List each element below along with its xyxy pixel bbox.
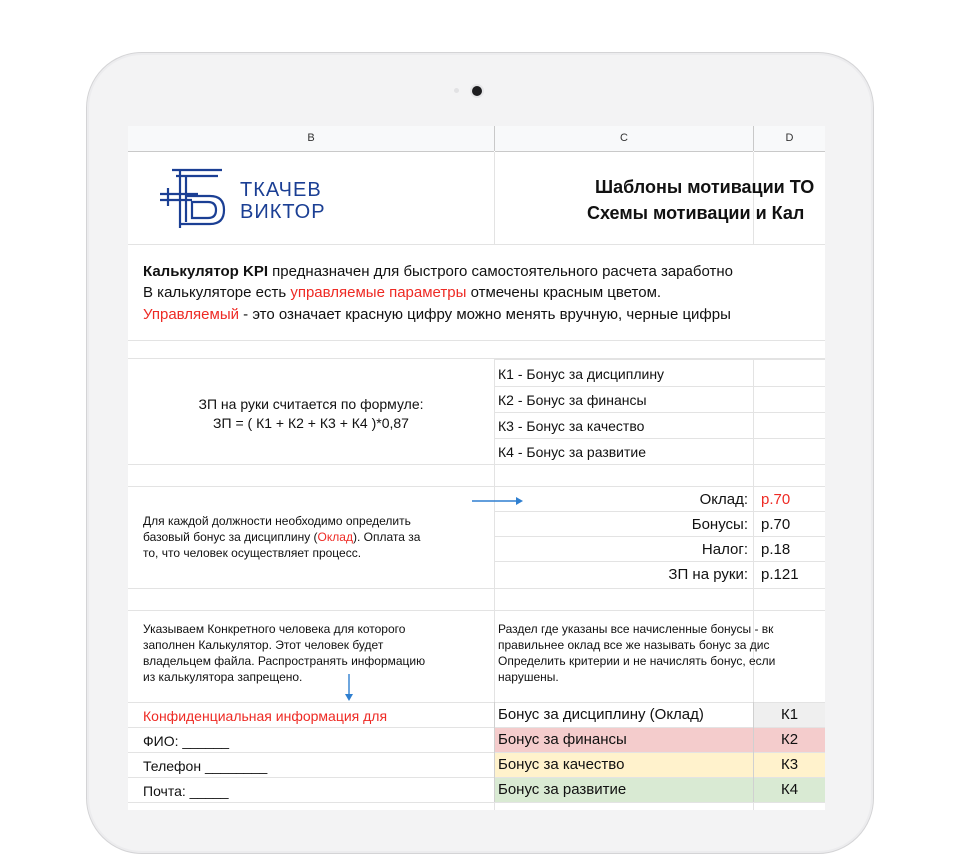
phone-field[interactable]: Телефон ________ (143, 758, 268, 774)
camera-icon (472, 86, 482, 96)
light-sensor (454, 88, 459, 93)
bonus-label: Бонус за дисциплину (Оклад) (498, 706, 704, 723)
bonus-label: Бонус за финансы (498, 731, 627, 748)
bonus-code: К4 (780, 781, 799, 798)
intro-line1-rest: предназначен для быстрого самостоятельного расчета заработно (268, 263, 733, 280)
summary-label: Бонусы: (691, 516, 748, 533)
column-header-d[interactable]: D (754, 126, 825, 152)
discipline-note-line1: Для каждой должности необходимо определить (143, 514, 411, 528)
column-header-b[interactable]: B (128, 126, 494, 152)
intro-line1 (143, 263, 733, 280)
person-note-line: из калькулятора запрещено. (143, 670, 303, 684)
arrow-down-icon (344, 674, 354, 702)
title-line1: Шаблоны мотивации ТО (595, 177, 815, 197)
summary-label: Оклад: (699, 491, 748, 508)
bonus-label: Бонус за качество (498, 756, 625, 773)
bonus-code: К1 (780, 706, 799, 723)
title-line2: Схемы мотивации и Кал (587, 203, 805, 223)
k-list-item: К3 - Бонус за качество (498, 418, 645, 434)
intro-line3-rest: - это означает красную цифру можно менять вручную, черные цифры (238, 306, 731, 323)
intro-bold: Калькулятор KPI (143, 263, 269, 280)
confidential-label: Конфиденциальная информация для (143, 708, 388, 724)
k-list-item: К2 - Бонус за финансы (498, 392, 647, 408)
k-list-item: К1 - Бонус за дисциплину (498, 366, 665, 382)
person-note-line: Указываем Конкретного человека для которого (143, 622, 406, 636)
logo-name-line1: ТКАЧЕВ (240, 179, 322, 201)
logo-name-line2: ВИКТОР (240, 201, 326, 223)
email-field[interactable]: Почта: _____ (143, 783, 229, 799)
intro-line3 (143, 306, 731, 323)
intro-line2 (143, 284, 661, 301)
formula-line1: ЗП на руки считается по формуле: (198, 396, 424, 412)
summary-label: Налог: (701, 541, 748, 558)
intro-line2-b: отмечены красным цветом. (466, 284, 662, 301)
person-note-line: заполнен Калькулятор. Этот человек будет (143, 638, 384, 652)
bonus-code: К3 (780, 756, 799, 773)
column-header-c[interactable]: C (495, 126, 753, 152)
bonus-note-line: Определить критерии и не начислять бонус, если (498, 654, 776, 668)
bonus-note-line: правильнее оклад все же называть бонус за дис (498, 638, 770, 652)
formula-line2: ЗП = ( К1 + К2 + К3 + К4 )*0,87 (213, 415, 409, 431)
summary-value-net: р.121 (761, 566, 799, 583)
summary-value-bonuses: р.70 (761, 516, 791, 533)
summary-value-salary[interactable]: р.70 (761, 491, 791, 508)
person-note-line: владельцем файла. Распространять информацию (143, 654, 426, 668)
bonus-label: Бонус за развитие (498, 781, 627, 798)
bonus-code: К2 (780, 731, 799, 748)
discipline-note-a: базовый бонус за дисциплину ( (143, 530, 318, 544)
discipline-note-line3: то, что человек осуществляет процесс. (143, 546, 362, 560)
bonus-note-line: нарушены. (498, 670, 559, 684)
discipline-note-b: ). Оплата за (352, 530, 421, 544)
intro-line2-red: управляемые параметры (290, 284, 467, 301)
discipline-note-red: Оклад (317, 530, 353, 544)
logo-icon (158, 166, 234, 232)
summary-value-tax: р.18 (761, 541, 791, 558)
intro-line2-a: В калькуляторе есть (143, 284, 291, 301)
discipline-note-line2 (143, 530, 420, 544)
intro-line3-red: Управляемый (143, 306, 239, 323)
summary-label: ЗП на руки: (668, 566, 748, 583)
k-list-item: К4 - Бонус за развитие (498, 444, 647, 460)
bonus-note-line: Раздел где указаны все начисленные бонусы - вк (498, 622, 774, 636)
spreadsheet-screen[interactable] (128, 126, 825, 810)
fio-field[interactable]: ФИО: ______ (143, 733, 230, 749)
